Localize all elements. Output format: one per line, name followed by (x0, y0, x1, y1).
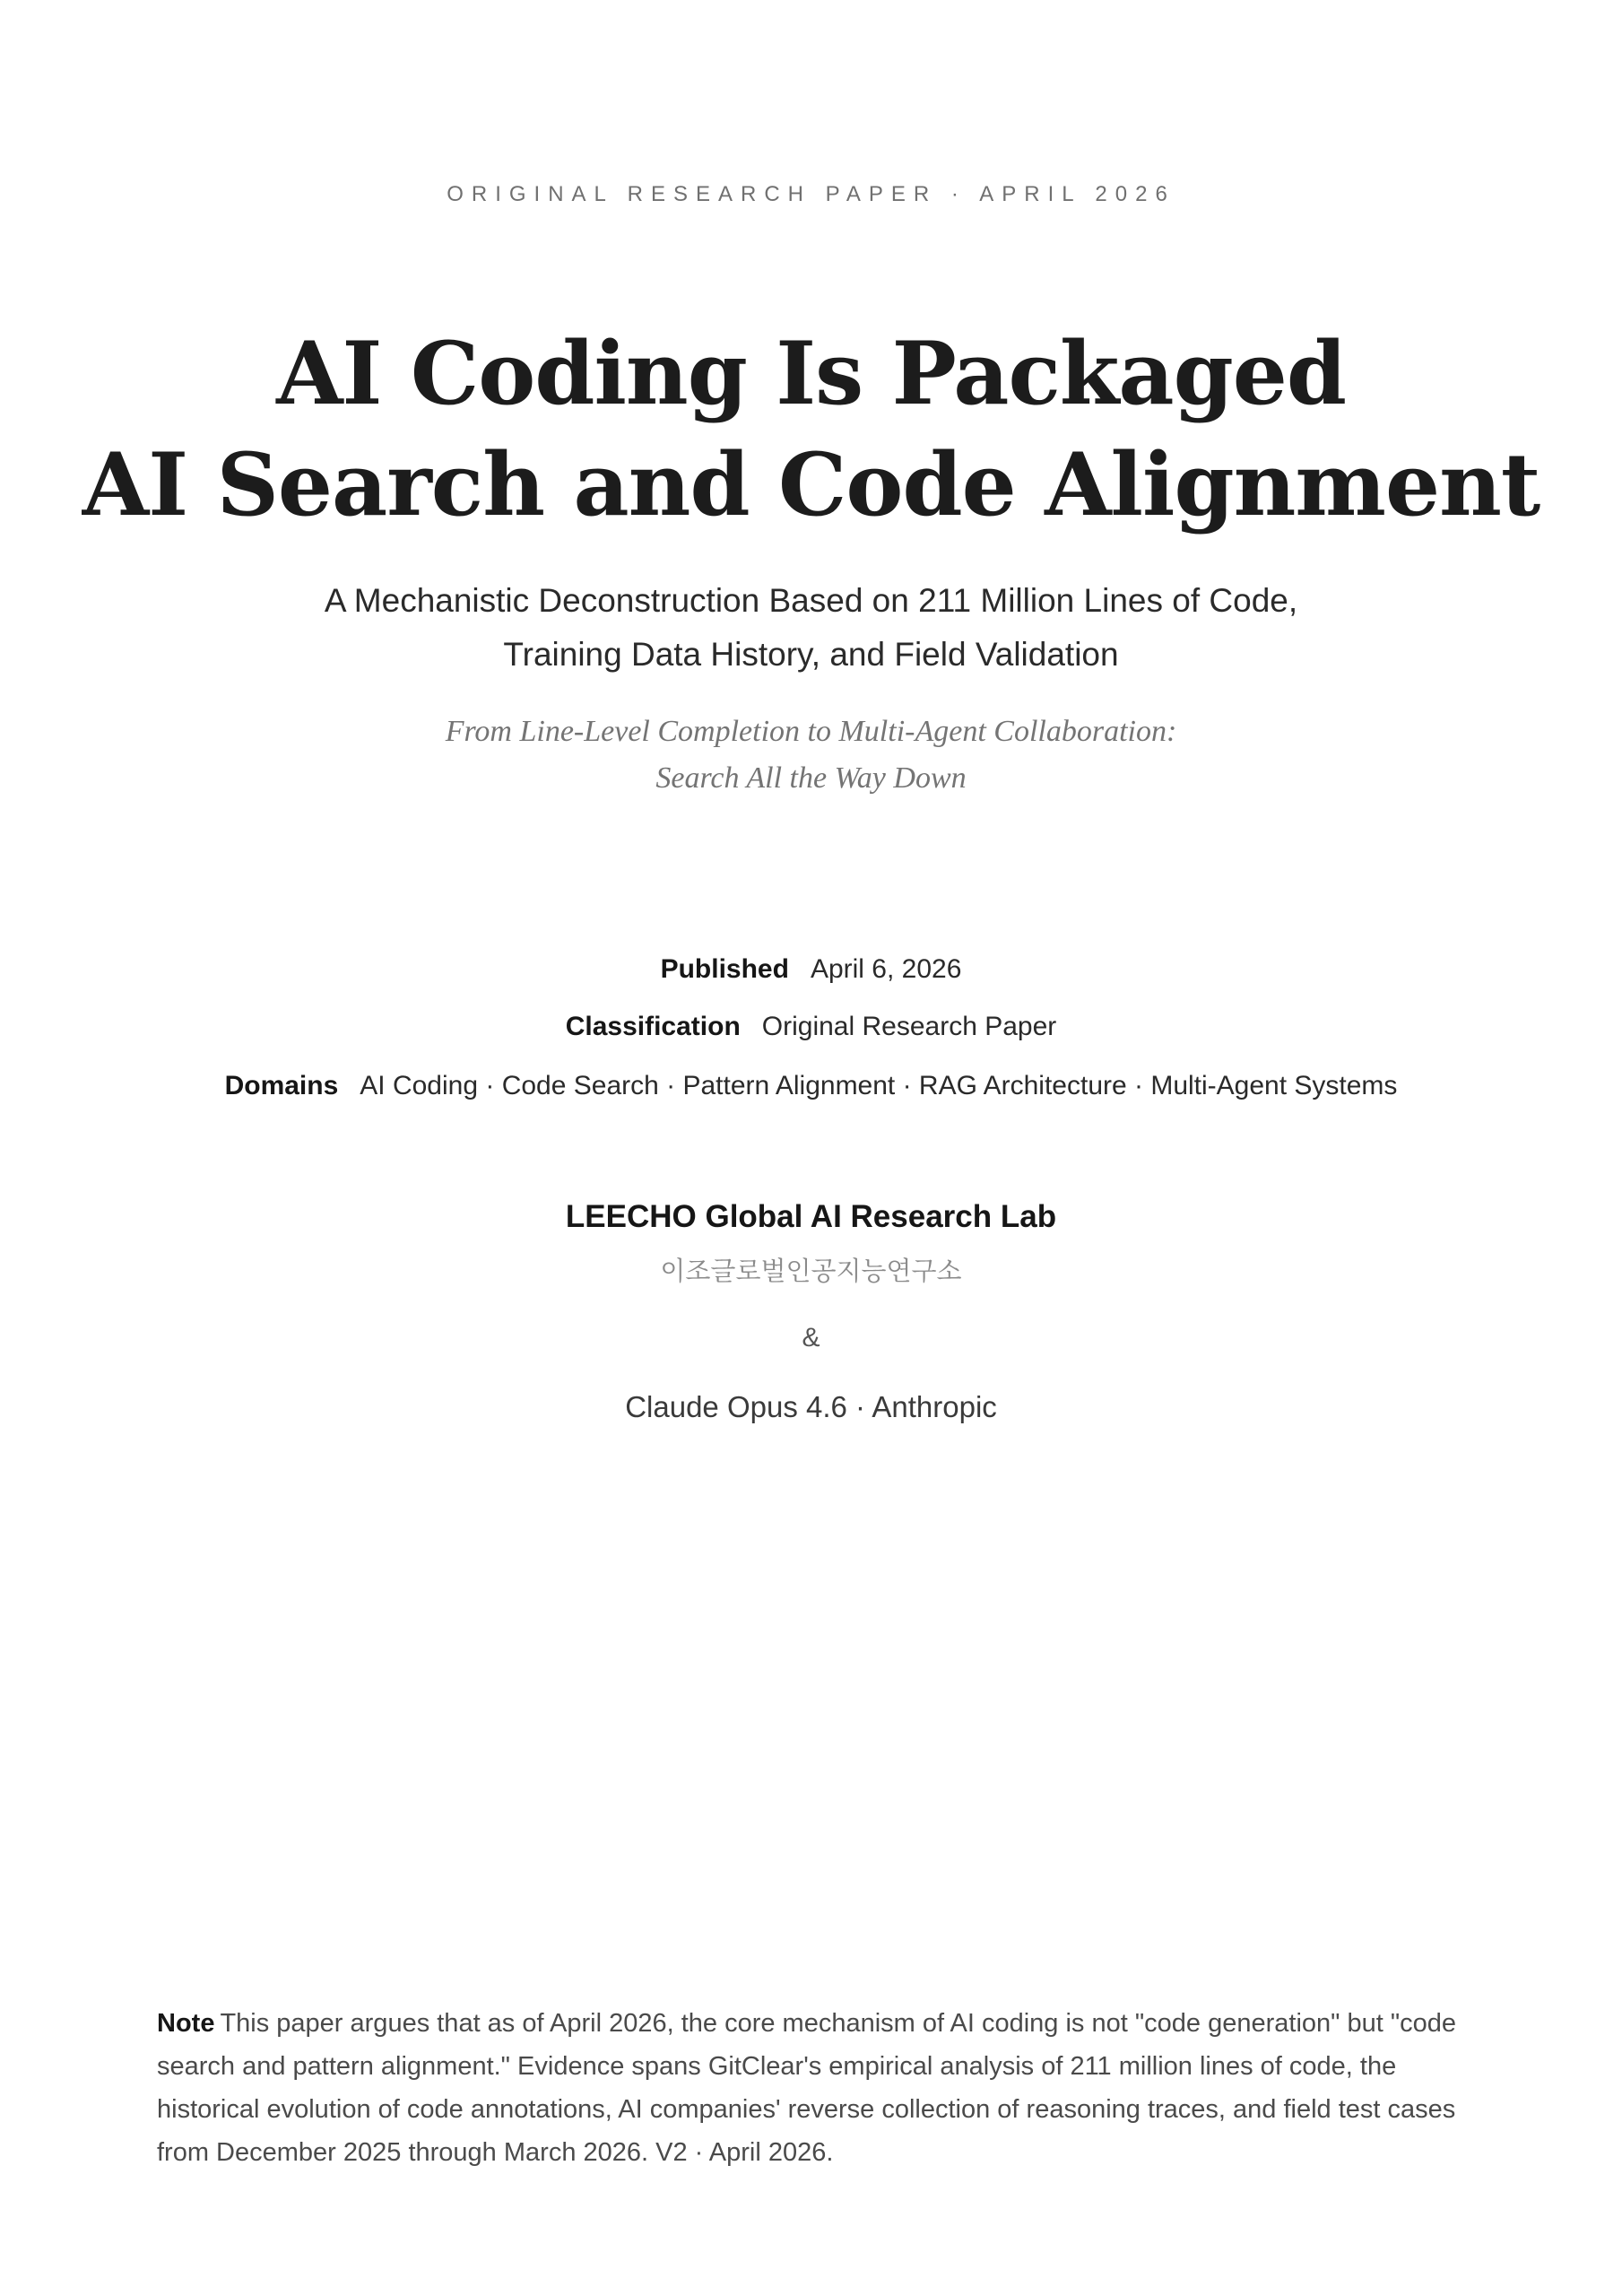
meta-domains-label: Domains (224, 1071, 339, 1100)
paper-tagline-line-1: From Line-Level Completion to Multi-Agent Collaboration: (445, 715, 1177, 748)
paper-note (157, 2002, 1466, 2174)
author-lab-name: LEECHO Global AI Research Lab (565, 1199, 1057, 1234)
author-coauthor: Claude Opus 4.6 · Anthropic (625, 1390, 997, 1423)
paper-subtitle-line-1: A Mechanistic Deconstruction Based on 211 Million Lines of Code, (324, 582, 1298, 619)
author-lab-name-korean: 이조글로벌인공지능연구소 (660, 1257, 962, 1286)
paper-title-line-1: AI Coding Is Packaged (276, 323, 1346, 424)
meta-published-label: Published (660, 954, 789, 984)
paper-tagline-line-2: Search All the Way Down (655, 761, 967, 795)
paper-title-line-2: AI Search and Code Alignment (82, 434, 1540, 535)
meta-classification (0, 1012, 1622, 1042)
paper-note-label: Note (157, 2009, 215, 2038)
meta-published-value: April 6, 2026 (810, 954, 962, 984)
meta-classification-value: Original Research Paper (761, 1012, 1057, 1041)
meta-published (0, 954, 1622, 985)
paper-note-text: This paper argues that as of April 2026, the core mechanism of AI coding is not "code generation" but "code search and pattern alignment." Evidence spans GitClear's empirical analysis of 211 million lines of code, the historical evolution of code annotations, AI companies' reverse collection of reasoning traces, and field test cases from December 2025 through March 2026. V2 · April 2026. (157, 2009, 1457, 2167)
meta-domains-value: AI Coding · Code Search · Pattern Alignment · RAG Architecture · Multi-Agent Systems (360, 1071, 1398, 1100)
paper-title (0, 318, 1622, 541)
author-ampersand: & (802, 1323, 820, 1352)
meta-classification-label: Classification (565, 1012, 741, 1041)
paper-kicker: ORIGINAL RESEARCH PAPER · APRIL 2026 (447, 182, 1175, 206)
paper-subtitle (0, 574, 1622, 682)
meta-domains (0, 1071, 1622, 1101)
paper-tagline (0, 709, 1622, 802)
paper-subtitle-line-2: Training Data History, and Field Validation (503, 636, 1119, 673)
